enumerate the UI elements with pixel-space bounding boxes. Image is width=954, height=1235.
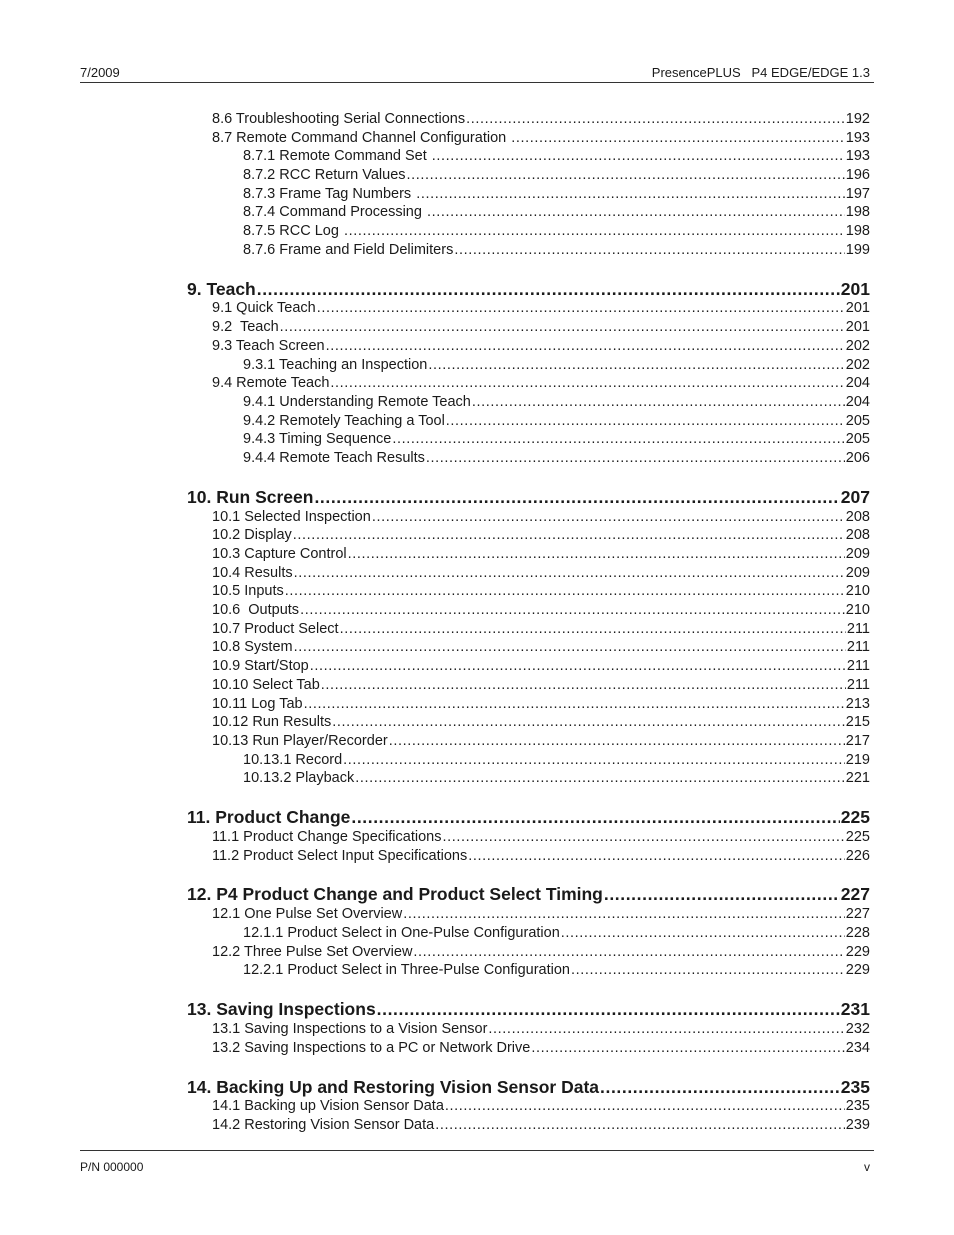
toc-chapter[interactable]: [187, 1076, 870, 1098]
toc-entry-page: 205: [845, 412, 870, 429]
header-product: PresencePLUS P4 EDGE/EDGE 1.3: [651, 65, 870, 80]
toc-entry[interactable]: [187, 300, 870, 319]
toc-entry-page: 198: [845, 223, 870, 240]
dot-leader: [294, 564, 845, 583]
toc-entry-title: 10.9 Start/Stop: [212, 658, 309, 675]
page-footer: [80, 1150, 874, 1174]
toc-entry-title: 9.4.2 Remotely Teaching a Tool: [243, 412, 445, 429]
toc-entry-title: 10.5 Inputs: [212, 583, 284, 600]
toc-entry[interactable]: [187, 508, 870, 527]
toc-entry[interactable]: [187, 620, 870, 639]
toc-chapter-title: 10. Run Screen: [187, 486, 314, 507]
toc-chapter-page: 201: [840, 278, 870, 299]
toc-entry-title: 11.1 Product Change Specifications: [212, 828, 442, 845]
toc-entry-page: 206: [845, 449, 870, 466]
toc-entry[interactable]: [187, 318, 870, 337]
dot-leader: [468, 847, 845, 866]
dot-leader: [604, 883, 840, 905]
toc-entry-page: 199: [845, 241, 870, 258]
toc-chapter[interactable]: [187, 278, 870, 300]
dot-leader: [372, 508, 845, 527]
page-header: [80, 62, 874, 83]
toc-entry-title: 9.4.3 Timing Sequence: [243, 431, 392, 448]
toc-entry-page: 213: [845, 695, 870, 712]
toc-entry[interactable]: [187, 1039, 870, 1058]
toc-entry-page: 225: [845, 828, 870, 845]
dot-leader: [600, 1076, 840, 1098]
toc-entry[interactable]: [187, 828, 870, 847]
toc-section: [187, 806, 870, 865]
toc-entry-title: 10.13.1 Record: [243, 751, 343, 768]
toc-entry[interactable]: [187, 847, 870, 866]
toc-entry-page: 211: [846, 639, 870, 656]
toc-entry[interactable]: [187, 545, 870, 564]
dot-leader: [413, 943, 844, 962]
toc-entry[interactable]: [187, 676, 870, 695]
toc-entry[interactable]: [187, 222, 870, 241]
dot-leader: [403, 905, 845, 924]
toc-entry[interactable]: [187, 732, 870, 751]
toc-entry-page: 219: [845, 751, 870, 768]
toc-entry-title: 8.7 Remote Command Channel Configuration: [212, 129, 511, 146]
toc-chapter-page: 235: [840, 1076, 870, 1097]
dot-leader: [294, 639, 846, 658]
dot-leader: [432, 147, 845, 166]
toc-entry-title: 10.3 Capture Control: [212, 546, 347, 563]
toc-entry-title: 9.3 Teach Screen: [212, 337, 325, 354]
toc-entry[interactable]: [187, 449, 870, 468]
toc-entry[interactable]: [187, 203, 870, 222]
toc-entry-page: 209: [845, 564, 870, 581]
dot-leader: [445, 1098, 845, 1117]
toc-chapter-title: 9. Teach: [187, 278, 256, 299]
toc-chapter-title: 13. Saving Inspections: [187, 999, 376, 1020]
toc-section: [187, 110, 870, 260]
dot-leader: [531, 1039, 844, 1058]
dot-leader: [257, 278, 840, 300]
dot-leader: [442, 828, 844, 847]
toc-entry[interactable]: [187, 185, 870, 204]
toc-entry-title: 9.1 Quick Teach: [212, 300, 316, 317]
toc-entry-title: 9.3.1 Teaching an Inspection: [243, 356, 428, 373]
toc-section: [187, 883, 870, 980]
toc-entry-title: 10.10 Select Tab: [212, 676, 320, 693]
toc-entry[interactable]: [187, 751, 870, 770]
toc-entry-page: 217: [845, 732, 870, 749]
toc-chapter[interactable]: [187, 806, 870, 828]
dot-leader: [330, 374, 844, 393]
dot-leader: [428, 356, 844, 375]
toc-entry-title: 14.1 Backing up Vision Sensor Data: [212, 1098, 444, 1115]
dot-leader: [466, 110, 845, 129]
toc-entry[interactable]: [187, 526, 870, 545]
toc-entry-title: 10.8 System: [212, 639, 293, 656]
dot-leader: [343, 751, 845, 770]
dot-leader: [392, 430, 844, 449]
footer-part-number: P/N 000000: [80, 1160, 144, 1174]
toc-entry-page: 234: [845, 1039, 870, 1056]
toc-entry-title: 8.7.2 RCC Return Values: [243, 167, 406, 184]
dot-leader: [511, 129, 845, 148]
toc-entry-title: 8.7.1 Remote Command Set: [243, 148, 431, 165]
toc-entry[interactable]: [187, 601, 870, 620]
dot-leader: [446, 412, 845, 431]
toc-entry-page: 232: [845, 1021, 870, 1038]
toc-entry-title: 9.2 Teach: [212, 319, 279, 336]
toc-entry[interactable]: [187, 713, 870, 732]
toc-entry-title: 10.2 Display: [212, 527, 292, 544]
toc-entry-title: 10.1 Selected Inspection: [212, 508, 371, 525]
toc-entry[interactable]: [187, 430, 870, 449]
dot-leader: [317, 300, 845, 319]
toc-entry-title: 9.4 Remote Teach: [212, 375, 330, 392]
header-date: 7/2009: [80, 65, 120, 80]
toc-entry[interactable]: [187, 166, 870, 185]
dot-leader: [326, 337, 845, 356]
dot-leader: [280, 318, 845, 337]
dot-leader: [571, 961, 845, 980]
toc-entry-title: 10.6 Outputs: [212, 602, 300, 619]
toc-entry-page: 201: [845, 319, 870, 336]
toc-entry[interactable]: [187, 943, 870, 962]
toc-entry-page: 196: [845, 167, 870, 184]
toc-entry-title: 10.11 Log Tab: [212, 695, 303, 712]
toc-entry-title: 12.2 Three Pulse Set Overview: [212, 943, 413, 960]
toc-entry-title: 10.13 Run Player/Recorder: [212, 732, 388, 749]
toc-entry[interactable]: [187, 337, 870, 356]
toc-entry-page: 210: [845, 583, 870, 600]
toc-chapter-page: 207: [840, 486, 870, 507]
toc-entry-title: 12.1.1 Product Select in One-Pulse Configuration: [243, 925, 560, 942]
dot-leader: [304, 695, 845, 714]
toc-entry-title: 12.1 One Pulse Set Overview: [212, 906, 403, 923]
toc-entry[interactable]: [187, 564, 870, 583]
toc-entry-page: 204: [845, 393, 870, 410]
toc-entry-title: 10.7 Product Select: [212, 620, 339, 637]
toc-entry-page: 221: [845, 770, 870, 787]
toc-entry-page: 202: [845, 337, 870, 354]
toc-chapter[interactable]: [187, 998, 870, 1020]
toc-entry-title: 9.4.1 Understanding Remote Teach: [243, 393, 471, 410]
toc-entry[interactable]: [187, 582, 870, 601]
toc-entry-page: 211: [846, 676, 870, 693]
toc-entry[interactable]: [187, 147, 870, 166]
toc-entry[interactable]: [187, 393, 870, 412]
toc-chapter-page: 227: [840, 884, 870, 905]
dot-leader: [348, 545, 845, 564]
toc-entry[interactable]: [187, 412, 870, 431]
toc-entry-page: 227: [845, 906, 870, 923]
dot-leader: [488, 1020, 844, 1039]
toc-entry[interactable]: [187, 657, 870, 676]
toc-entry[interactable]: [187, 639, 870, 658]
dot-leader: [340, 620, 846, 639]
dot-leader: [472, 393, 845, 412]
toc-entry-title: 10.12 Run Results: [212, 714, 332, 731]
dot-leader: [310, 657, 846, 676]
dot-leader: [355, 769, 845, 788]
toc-chapter-title: 12. P4 Product Change and Product Select Timing: [187, 884, 603, 905]
toc-entry-page: 193: [845, 148, 870, 165]
toc-entry-title: 8.7.6 Frame and Field Delimiters: [243, 241, 454, 258]
toc-entry[interactable]: [187, 1116, 870, 1135]
toc-section: [187, 1076, 870, 1135]
dot-leader: [427, 203, 845, 222]
toc-entry-title: 12.2.1 Product Select in Three-Pulse Configuration: [243, 962, 570, 979]
toc-chapter-page: 231: [840, 999, 870, 1020]
dot-leader: [407, 166, 845, 185]
toc-entry[interactable]: [187, 356, 870, 375]
toc-chapter-title: 11. Product Change: [187, 807, 351, 827]
toc-entry-page: 205: [845, 431, 870, 448]
toc-entry-page: 201: [845, 300, 870, 317]
toc-entry-page: 210: [845, 602, 870, 619]
toc-entry[interactable]: [187, 110, 870, 129]
dot-leader: [561, 924, 845, 943]
toc-entry[interactable]: [187, 129, 870, 148]
toc-entry-title: 8.7.4 Command Processing: [243, 204, 426, 221]
dot-leader: [426, 449, 845, 468]
toc-entry-page: 226: [845, 847, 870, 864]
toc-chapter[interactable]: [187, 883, 870, 905]
dot-leader: [377, 998, 840, 1020]
toc-entry-title: 13.1 Saving Inspections to a Vision Sensor: [212, 1021, 488, 1038]
toc-entry-page: 229: [845, 943, 870, 960]
toc-entry[interactable]: [187, 961, 870, 980]
toc-section: [187, 486, 870, 788]
toc-entry-title: 13.2 Saving Inspections to a PC or Network Drive: [212, 1039, 531, 1056]
toc-section: [187, 998, 870, 1057]
toc-entry-title: 10.13.2 Playback: [243, 770, 355, 787]
toc-entry-title: 14.2 Restoring Vision Sensor Data: [212, 1117, 435, 1134]
toc-entry-page: 197: [845, 185, 870, 202]
toc-entry[interactable]: [187, 769, 870, 788]
dot-leader: [300, 601, 845, 620]
toc-entry-page: 215: [845, 714, 870, 731]
dot-leader: [389, 732, 845, 751]
toc-entry[interactable]: [187, 905, 870, 924]
dot-leader: [454, 241, 844, 260]
toc-entry-page: 211: [846, 620, 870, 637]
toc-entry-page: 208: [845, 508, 870, 525]
toc-entry-title: 11.2 Product Select Input Specifications: [212, 847, 468, 864]
dot-leader: [416, 185, 845, 204]
toc-entry-page: 192: [845, 110, 870, 127]
dot-leader: [293, 526, 845, 545]
dot-leader: [285, 582, 845, 601]
table-of-contents: [187, 110, 870, 1153]
toc-entry-title: 8.7.3 Frame Tag Numbers: [243, 185, 416, 202]
dot-leader: [435, 1116, 845, 1135]
toc-entry[interactable]: [187, 374, 870, 393]
toc-entry[interactable]: [187, 1020, 870, 1039]
dot-leader: [314, 486, 839, 508]
toc-entry-title: 8.7.5 RCC Log: [243, 223, 343, 240]
dot-leader: [344, 222, 845, 241]
dot-leader: [351, 806, 839, 828]
toc-entry[interactable]: [187, 241, 870, 260]
toc-section: [187, 278, 870, 468]
toc-entry-page: 239: [845, 1117, 870, 1134]
toc-entry[interactable]: [187, 924, 870, 943]
toc-entry-page: 211: [846, 658, 870, 675]
toc-entry-title: 9.4.4 Remote Teach Results: [243, 449, 425, 466]
toc-entry-page: 202: [845, 356, 870, 373]
toc-entry-page: 193: [845, 129, 870, 146]
toc-entry-title: 8.6 Troubleshooting Serial Connections: [212, 110, 466, 127]
toc-entry[interactable]: [187, 1098, 870, 1117]
toc-chapter[interactable]: [187, 486, 870, 508]
toc-entry-title: 10.4 Results: [212, 564, 293, 581]
toc-entry-page: 204: [845, 375, 870, 392]
toc-entry-page: 208: [845, 527, 870, 544]
toc-chapter-page: 225: [840, 807, 870, 827]
dot-leader: [321, 676, 846, 695]
toc-entry-page: 229: [845, 962, 870, 979]
footer-page-number: v: [864, 1160, 870, 1174]
toc-entry-page: 235: [845, 1098, 870, 1115]
toc-entry-page: 228: [845, 925, 870, 942]
toc-chapter-title: 14. Backing Up and Restoring Vision Sensor Data: [187, 1076, 600, 1097]
toc-entry-page: 209: [845, 546, 870, 563]
dot-leader: [332, 713, 845, 732]
toc-entry-page: 198: [845, 204, 870, 221]
toc-entry[interactable]: [187, 695, 870, 714]
